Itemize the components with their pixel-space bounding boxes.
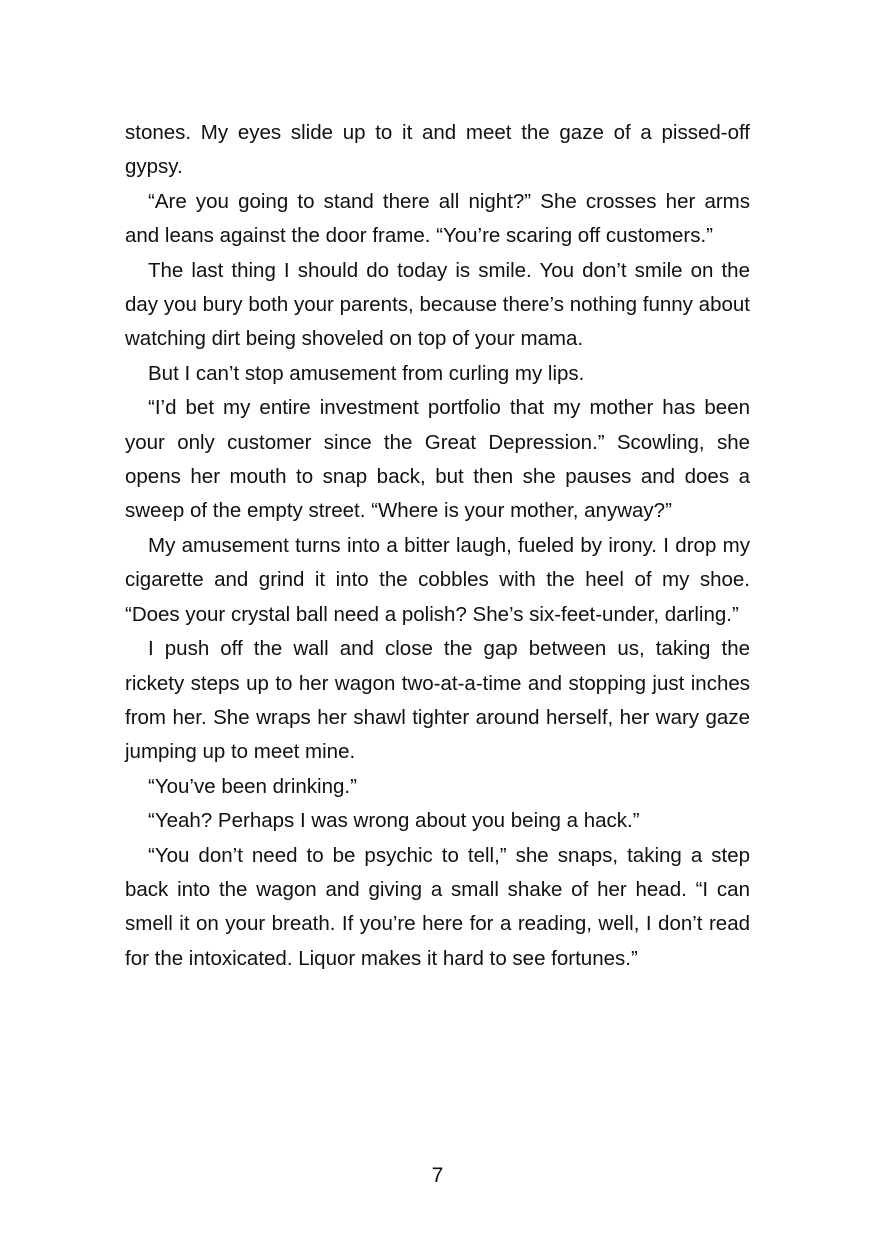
paragraph-7: I push off the wall and close the gap between us, taking the rickety steps up to her wagon two-at-a-time and stopping just inches from her. She wraps her shawl tighter around herself, her wary gaze jumping up to meet mine. — [125, 637, 750, 764]
paragraph-4: But I can’t stop amusement from curling my lips. — [148, 361, 585, 385]
paragraph-2: “Are you going to stand there all night?” She crosses her arms and leans against the door frame. “You’re scaring off customers.” — [125, 189, 750, 248]
paragraph-5: “I’d bet my entire investment portfolio that my mother has been your only customer since the Great Depression.” Scowling, she opens her mouth to snap back, but then she pauses and does a sweep of the empty street. “Where is your mother, anyway?” — [125, 396, 750, 523]
paragraph-3: The last thing I should do today is smile. You don’t smile on the day you bury both your parents, because there’s nothing funny about watching dirt being shoveled on top of your mama. — [125, 258, 750, 351]
paragraph-6: My amusement turns into a bitter laugh, fueled by irony. I drop my cigarette and grind it into the cobbles with the heel of my shoe. “Does your crystal ball need a polish? She’s six-feet-under, darling.” — [125, 533, 750, 626]
paragraph-8: “You’ve been drinking.” — [148, 774, 357, 798]
paragraph-9: “Yeah? Perhaps I was wrong about you being a hack.” — [148, 809, 640, 833]
page-body — [125, 116, 750, 976]
paragraph-1: stones. My eyes slide up to it and meet the gaze of a pissed-off gypsy. — [125, 121, 750, 179]
page-number: 7 — [431, 1164, 444, 1187]
paragraph-10: “You don’t need to be psychic to tell,” she snaps, taking a step back into the wagon and giving a small shake of her head. “I can smell it on your breath. If you’re here for a reading, well, I don’t read for the intoxicated. Liquor makes it hard to see fortunes.” — [125, 843, 750, 970]
